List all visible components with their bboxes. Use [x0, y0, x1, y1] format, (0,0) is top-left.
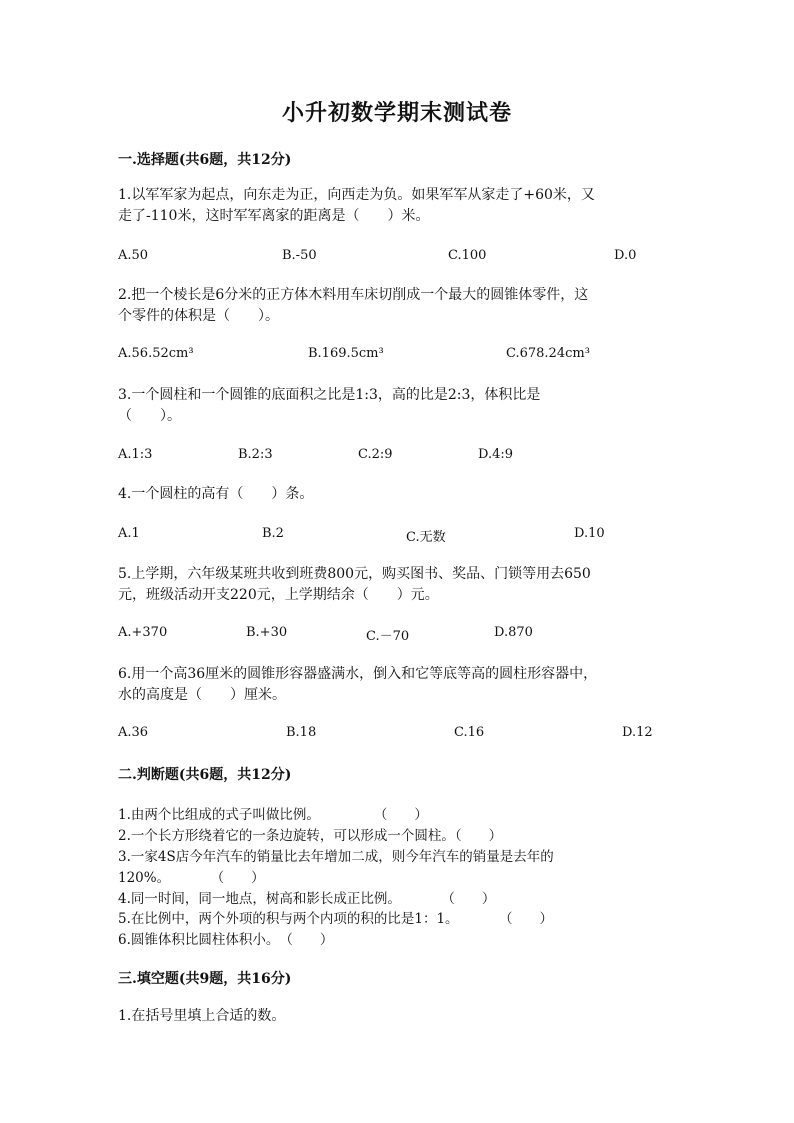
- question-1-line-1: 1.以军军家为起点，向东走为正，向西走为负。如果军军从家走了+60米，又: [118, 187, 595, 203]
- question-3-line-1: 3.一个圆柱和一个圆锥的底面积之比是1:3，高的比是2:3，体积比是: [118, 387, 541, 403]
- question-4-option-a: A.1: [118, 526, 140, 541]
- question-2-line-2: 个零件的体积是（ ）。: [118, 308, 279, 324]
- true-false-item-3-line-2: 120%。 （ ）: [118, 870, 265, 886]
- question-4-option-b: B.2: [262, 526, 284, 541]
- question-2-option-b: B.169.5cm³: [308, 346, 384, 361]
- true-false-item-4: 4.同一时间，同一地点，树高和影长成正比例。 （ ）: [118, 891, 496, 907]
- question-2-option-c: C.678.24cm³: [506, 346, 590, 361]
- question-4-line-1: 4.一个圆柱的高有（ ）条。: [118, 486, 314, 502]
- question-1-option-c: C.100: [448, 248, 487, 263]
- question-5-option-d: D.870: [494, 625, 533, 640]
- true-false-item-2: 2.一个长方形绕着它的一条边旋转，可以形成一个圆柱。（ ）: [118, 828, 503, 844]
- true-false-item-6: 6.圆锥体积比圆柱体积小。 （ ）: [118, 932, 334, 948]
- question-6-option-d: D.12: [622, 725, 653, 740]
- fill-blank-question-1: 1.在括号里填上合适的数。: [118, 1008, 286, 1024]
- question-4-option-c: C.无数: [406, 530, 446, 545]
- question-4-option-d: D.10: [574, 526, 605, 541]
- question-3-option-a: A.1:3: [118, 447, 153, 462]
- question-2-line-1: 2.把一个棱长是6分米的正方体木料用车床切削成一个最大的圆锥体零件，这: [118, 287, 589, 303]
- question-3-option-b: B.2:3: [238, 447, 273, 462]
- question-6-line-2: 水的高度是（ ）厘米。: [118, 687, 286, 703]
- question-1-line-2: 走了-110米，这时军军离家的距离是（ ）米。: [118, 208, 430, 224]
- question-5-option-b: B.+30: [246, 625, 288, 640]
- page-title: 小升初数学期末测试卷: [281, 100, 512, 126]
- question-5-option-a: A.+370: [118, 625, 168, 640]
- true-false-item-1: 1.由两个比组成的式子叫做比例。 （ ）: [118, 807, 428, 823]
- section-heading-fill-blank: 三.填空题(共9题，共16分): [118, 971, 292, 987]
- question-5-line-2: 元，班级活动开支220元，上学期结余（ ）元。: [118, 587, 439, 603]
- question-5-line-1: 5.上学期，六年级某班共收到班费800元，购买图书、奖品、门锁等用去650: [118, 566, 591, 582]
- question-1-option-d: D.0: [614, 248, 637, 263]
- question-6-line-1: 6.用一个高36厘米的圆锥形容器盛满水，倒入和它等底等高的圆柱形容器中，: [118, 666, 598, 682]
- question-3-option-c: C.2:9: [358, 447, 393, 462]
- true-false-item-5: 5.在比例中，两个外项的积与两个内项的积的比是1：1。 （ ）: [118, 911, 554, 927]
- question-6-option-c: C.16: [454, 725, 485, 740]
- question-6-option-b: B.18: [286, 725, 317, 740]
- question-2-option-a: A.56.52cm³: [118, 346, 194, 361]
- section-heading-choice: 一.选择题(共6题，共12分): [118, 152, 292, 168]
- question-1-option-a: A.50: [118, 248, 149, 263]
- question-3-option-d: D.4:9: [478, 447, 514, 462]
- question-6-option-a: A.36: [118, 725, 149, 740]
- question-5-option-c: C.－70: [366, 629, 410, 644]
- question-1-option-b: B.-50: [282, 248, 317, 263]
- section-heading-true-false: 二.判断题(共6题，共12分): [118, 767, 292, 783]
- true-false-item-3-line-1: 3.一家4S店今年汽车的销量比去年增加二成，则今年汽车的销量是去年的: [118, 849, 554, 865]
- question-3-line-2: （ ）。: [118, 408, 181, 424]
